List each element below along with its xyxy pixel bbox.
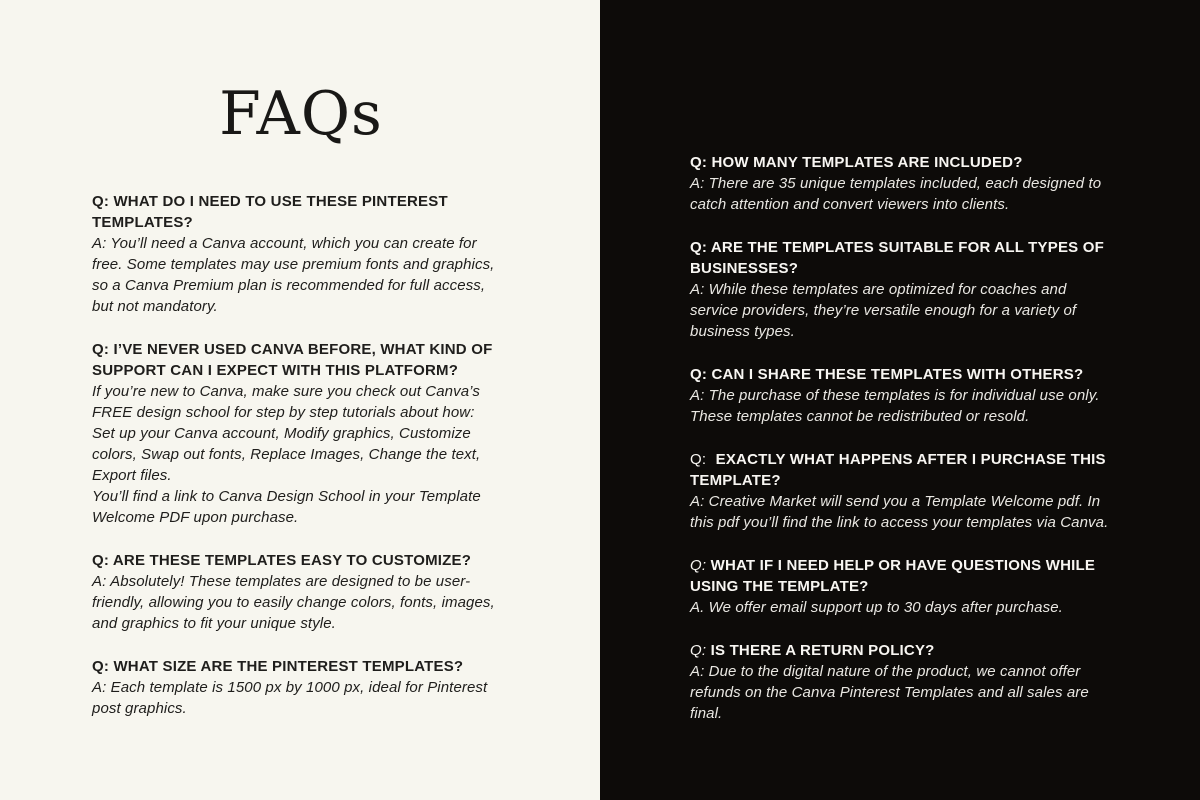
- left-content: [0, 0, 600, 719]
- question-prefix: Q:: [690, 239, 708, 256]
- question-text: WHAT SIZE ARE THE PINTEREST TEMPLATES?: [113, 658, 464, 675]
- question-prefix: Q:: [690, 557, 707, 574]
- faq-item: [690, 364, 1115, 427]
- answer-paragraph: Set up your Canva account, Modify graphics, Customize colors, Swap out fonts, Replace Images, Change the text, Export files.: [92, 425, 481, 484]
- right-panel: [600, 0, 1200, 800]
- question-prefix: Q:: [690, 451, 707, 468]
- faq-item: [92, 339, 510, 528]
- answer-paragraph: A: Absolutely! These templates are designed to be user-friendly, allowing you to easily change colors, fonts, images, and graphics to fit your unique style.: [92, 573, 495, 632]
- faq-question: [92, 191, 510, 233]
- right-content: [600, 0, 1200, 724]
- question-text: I’VE NEVER USED CANVA BEFORE, WHAT KIND OF SUPPORT CAN I EXPECT WITH THIS PLATFORM?: [92, 341, 493, 379]
- question-text: HOW MANY TEMPLATES ARE INCLUDED?: [711, 154, 1023, 171]
- answer-paragraph: A. We offer email support up to 30 days after purchase.: [690, 599, 1063, 616]
- faq-question: [92, 550, 510, 571]
- faq-item: [690, 640, 1115, 724]
- faq-item: [92, 191, 510, 317]
- answer-paragraph: You’ll find a link to Canva Design School in your Template Welcome PDF upon purchase.: [92, 488, 481, 526]
- faq-question: [92, 339, 510, 381]
- question-prefix: Q:: [690, 642, 707, 659]
- question-text: ARE THE TEMPLATES SUITABLE FOR ALL TYPES OF BUSINESSES?: [690, 239, 1104, 277]
- faq-question: [690, 237, 1115, 279]
- faq-answer: [92, 571, 510, 634]
- faq-answer: [690, 661, 1115, 724]
- faq-answer: [690, 597, 1115, 618]
- faq-item: [690, 152, 1115, 215]
- faq-question: [690, 449, 1115, 491]
- faq-question: [690, 555, 1115, 597]
- faq-answer: [92, 233, 510, 317]
- faq-answer: [690, 279, 1115, 342]
- question-prefix: Q:: [690, 366, 708, 383]
- faq-question: [690, 364, 1115, 385]
- answer-paragraph: A: Due to the digital nature of the product, we cannot offer refunds on the Canva Pinterest Templates and all sales are final.: [690, 663, 1089, 722]
- question-text: CAN I SHARE THESE TEMPLATES WITH OTHERS?: [711, 366, 1084, 383]
- answer-paragraph: A: While these templates are optimized for coaches and service providers, they’re versatile enough for a variety of business types.: [690, 281, 1077, 340]
- question-prefix: Q:: [92, 341, 110, 358]
- answer-paragraph: A: You’ll need a Canva account, which you can create for free. Some templates may use premium fonts and graphics, so a Canva Premium plan is recommended for full access, but not mandatory.: [92, 235, 495, 315]
- page-title: FAQs: [219, 79, 383, 149]
- question-prefix: Q:: [92, 193, 110, 210]
- question-prefix: Q:: [92, 658, 110, 675]
- answer-paragraph: If you’re new to Canva, make sure you check out Canva’s FREE design school for step by step tutorials about how:: [92, 383, 480, 421]
- answer-paragraph: A: Creative Market will send you a Template Welcome pdf. In this pdf you’ll find the link to access your templates via Canva.: [690, 493, 1109, 531]
- right-faq-list: [690, 152, 1115, 724]
- answer-paragraph: A: The purchase of these templates is for individual use only. These templates cannot be redistributed or resold.: [690, 387, 1100, 425]
- faq-answer: [92, 677, 510, 719]
- question-text: WHAT IF I NEED HELP OR HAVE QUESTIONS WHILE USING THE TEMPLATE?: [690, 557, 1096, 595]
- faq-question: [690, 152, 1115, 173]
- faq-item: [92, 550, 510, 634]
- faq-question: [92, 656, 510, 677]
- faq-question: [690, 640, 1115, 661]
- question-prefix: Q:: [690, 154, 708, 171]
- faq-item: [690, 237, 1115, 342]
- question-text: IS THERE A RETURN POLICY?: [710, 642, 935, 659]
- faq-answer: [690, 385, 1115, 427]
- faq-item: [690, 449, 1115, 533]
- faq-answer: [690, 173, 1115, 215]
- question-text: WHAT DO I NEED TO USE THESE PINTEREST TEMPLATES?: [92, 193, 448, 231]
- left-faq-list: [92, 191, 510, 719]
- question-prefix: Q:: [92, 552, 110, 569]
- faq-answer: [690, 491, 1115, 533]
- answer-paragraph: A: There are 35 unique templates included, each designed to catch attention and convert viewers into clients.: [690, 175, 1102, 213]
- faq-item: [92, 656, 510, 719]
- answer-paragraph: A: Each template is 1500 px by 1000 px, ideal for Pinterest post graphics.: [92, 679, 488, 717]
- question-text: EXACTLY WHAT HAPPENS AFTER I PURCHASE THIS TEMPLATE?: [690, 451, 1106, 489]
- faq-item: [690, 555, 1115, 618]
- question-text: ARE THESE TEMPLATES EASY TO CUSTOMIZE?: [112, 552, 472, 569]
- faq-answer: [92, 381, 510, 528]
